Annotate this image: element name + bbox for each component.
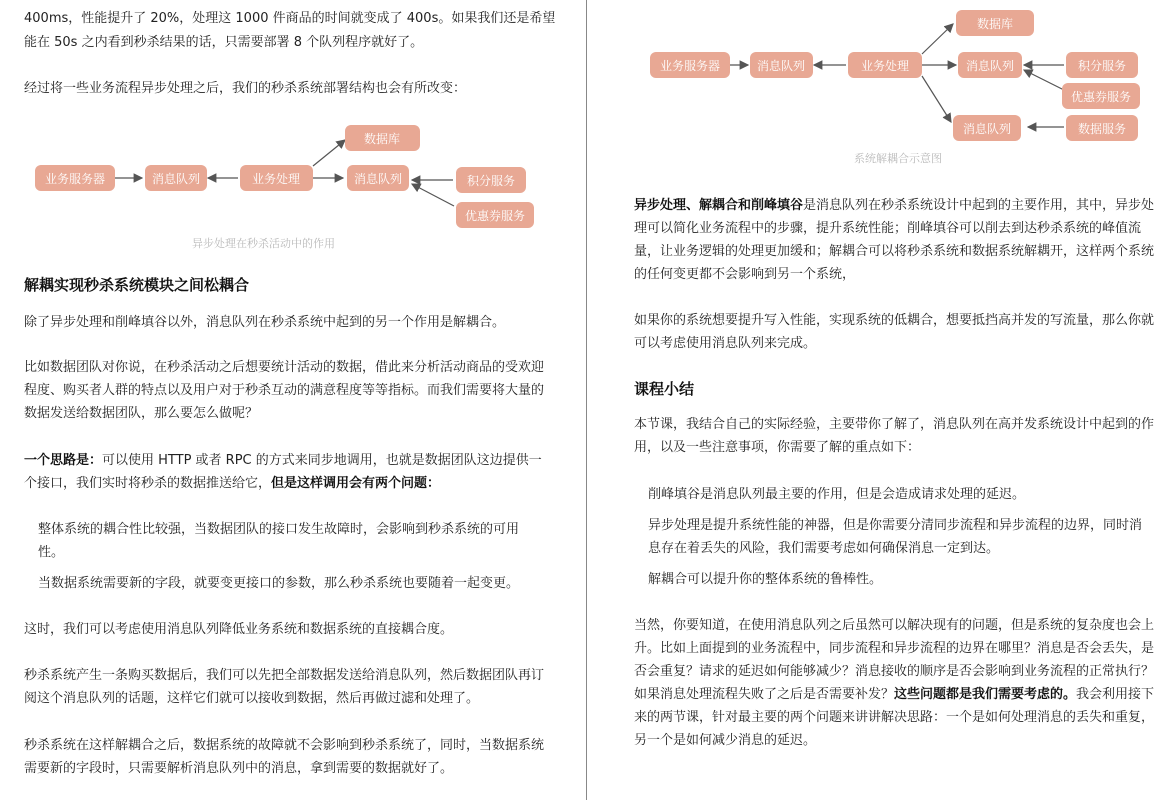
paragraph-line: 当然，你要知道，在使用消息队列之后虽然可以解决现有的问题，但是系统的复杂度也会上 (634, 618, 1155, 633)
async-diagram (30, 118, 550, 253)
paragraph-line: 升。比如上面提到的业务流程中，同步流程和异步流程的边界在哪里？消息是否会丢失，是 (634, 641, 1155, 656)
svg-text:优惠券服务: 优惠券服务 (1070, 90, 1132, 104)
paragraph-line: 本节课，我结合自己的实际经验，主要带你了解了，消息队列在高并发系统设计中起到的作 (634, 417, 1155, 432)
paragraph-line: 能在 50s 之内看到秒杀结果的话，只需要部署 8 个队列程序就好了。 (24, 35, 424, 50)
node-database (956, 10, 1034, 36)
paragraph-line: 用，以及一些注意事项，你需要了解的重点如下： (634, 440, 921, 455)
node-app-server (650, 52, 730, 78)
column-divider (586, 0, 587, 800)
diagram-caption: 系统解耦合示意图 (854, 152, 942, 165)
arrow (922, 24, 953, 54)
list-item: 当数据系统需要新的字段，就要变更接口的参数，那么秒杀系统也要随着一起变更。 (38, 576, 520, 591)
paragraph-line: 需要新的字段时，只需要解析消息队列中的消息，拿到需要的数据就好了。 (24, 761, 454, 776)
arrow (313, 140, 345, 166)
svg-text:数据库: 数据库 (976, 17, 1014, 31)
svg-text:消息队列: 消息队列 (151, 172, 201, 186)
text: 如果消息处理流程失败了之后是否需要补发？ (634, 687, 895, 702)
node-message-queue (953, 115, 1021, 141)
paragraph-line: 否会重复？请求的延迟如何能够减少？消息接收的顺序是否会影响到业务流程的正常执行？ (634, 664, 1155, 679)
svg-text:业务处理: 业务处理 (251, 172, 301, 186)
text: 我会利用接下 (1076, 687, 1155, 702)
node-message-queue (347, 165, 409, 191)
bold-text: 但是这样调用会有两个问题： (271, 476, 441, 491)
list-item-continuation: 性。 (38, 545, 65, 560)
paragraph: 经过将一些业务流程异步处理之后，我们的秒杀系统部署结构也会有所改变： (24, 81, 467, 96)
paragraph-line: 另一个是如何减少消息的延迟。 (634, 733, 817, 748)
paragraph-line: 可以考虑使用消息队列来完成。 (634, 336, 817, 351)
section-heading: 课程小结 (634, 380, 695, 398)
paragraph-line: 秒杀系统在这样解耦合之后，数据系统的故障就不会影响到秒杀系统了，同时，当数据系统 (24, 738, 545, 753)
svg-text:积分服务: 积分服务 (466, 174, 516, 188)
text: 个接口，我们实时将秒杀的数据推送给它， (24, 476, 272, 491)
paragraph: 这时，我们可以考虑使用消息队列降低业务系统和数据系统的直接耦合度。 (24, 622, 454, 637)
svg-text:消息队列: 消息队列 (965, 59, 1015, 73)
paragraph-line: 如果你的系统想要提升写入性能，实现系统的低耦合，想要抵挡高并发的写流量，那么你就 (634, 313, 1155, 328)
paragraph-line: 数据发送给数据团队，那么要怎么做呢？ (24, 406, 259, 421)
node-data-service (1066, 115, 1138, 141)
node-message-queue (145, 165, 207, 191)
text: 是消息队列在秒杀系统设计中起到的主要作用，其中，异步处 (803, 198, 1155, 213)
right-column (588, 0, 1175, 800)
svg-text:消息队列: 消息队列 (962, 122, 1012, 136)
arrow (922, 76, 951, 122)
list-item: 解耦合可以提升你的整体系统的鲁棒性。 (648, 572, 883, 587)
node-points-service (1066, 52, 1138, 78)
left-column (0, 0, 586, 800)
svg-text:业务服务器: 业务服务器 (44, 172, 106, 186)
node-app-server (35, 165, 115, 191)
paragraph-line (634, 195, 1154, 217)
svg-text:消息队列: 消息队列 (353, 172, 403, 186)
svg-text:积分服务: 积分服务 (1077, 59, 1127, 73)
paragraph-line: 400ms，性能提升了 20%，处理这 1000 件商品的时间就变成了 400s。如果我们还是希望 (24, 11, 556, 26)
paragraph-line: 比如数据团队对你说，在秒杀活动之后想要统计活动的数据，借此来分析活动商品的受欢迎 (24, 360, 545, 375)
section-heading: 解耦实现秒杀系统模块之间松耦合 (24, 276, 250, 294)
text: 可以使用 HTTP 或者 RPC 的方式来同步地调用，也就是数据团队这边提供一 (102, 453, 542, 468)
node-coupon-service (1062, 83, 1140, 109)
node-business-processing (240, 165, 313, 191)
svg-text:业务处理: 业务处理 (860, 59, 910, 73)
paragraph-line: 秒杀系统产生一条购买数据后，我们可以先把全部数据发送给消息队列，然后数据团队再订 (24, 668, 545, 683)
bold-text: 这些问题都是我们需要考虑的。 (894, 687, 1077, 702)
node-points-service (456, 167, 526, 193)
bold-text: 异步处理、解耦合和削峰填谷 (634, 198, 804, 213)
diagram-caption: 异步处理在秒杀活动中的作用 (192, 237, 335, 250)
svg-text:业务服务器: 业务服务器 (659, 59, 721, 73)
svg-text:数据库: 数据库 (363, 132, 401, 146)
bold-text: 一个思路是： (24, 453, 103, 468)
list-item: 削峰填谷是消息队列最主要的作用，但是会造成请求处理的延迟。 (648, 487, 1026, 502)
arrow (1024, 70, 1064, 90)
node-message-queue (750, 52, 813, 78)
list-item: 整体系统的耦合性比较强，当数据团队的接口发生故障时，会影响到秒杀系统的可用 (38, 522, 520, 537)
arrow (412, 184, 454, 206)
paragraph-line: 来的两节课，针对最主要的两个问题来讲讲解决思路：一个是如何处理消息的丢失和重复， (634, 710, 1155, 725)
paragraph-line (24, 473, 440, 495)
paragraph-line: 理可以简化业务流程中的步骤，提升系统性能；削峰填谷可以削去到达秒杀系统的峰值流 (634, 221, 1142, 236)
paragraph-line (634, 684, 1154, 706)
paragraph-line (24, 450, 542, 472)
node-database (345, 125, 420, 151)
node-business-processing (848, 52, 922, 78)
list-item-continuation: 息存在着丢失的风险，我们需要考虑如何确保消息一定到达。 (648, 541, 1000, 556)
svg-text:消息队列: 消息队列 (756, 59, 806, 73)
paragraph-line: 阅这个消息队列的话题，这样它们就可以接收到数据，然后再做过滤和处理了。 (24, 691, 480, 706)
paragraph-line: 量，让业务逻辑的处理更加缓和；解耦合可以将秒杀系统和数据系统解耦开，这样两个系统 (634, 244, 1155, 259)
paragraph-line: 的任何变更都不会影响到另一个系统， (634, 267, 856, 282)
paragraph: 除了异步处理和削峰填谷以外，消息队列在秒杀系统中起到的另一个作用是解耦合。 (24, 315, 506, 330)
decoupling-diagram (648, 4, 1158, 144)
paragraph-line: 程度、购买者人群的特点以及用户对于秒杀互动的满意程度等等指标。而我们需要将大量的 (24, 383, 545, 398)
svg-text:优惠券服务: 优惠券服务 (464, 209, 526, 223)
node-coupon-service (456, 202, 534, 228)
svg-text:数据服务: 数据服务 (1077, 122, 1127, 136)
list-item: 异步处理是提升系统性能的神器，但是你需要分清同步流程和异步流程的边界，同时消 (648, 518, 1143, 533)
node-message-queue (958, 52, 1022, 78)
